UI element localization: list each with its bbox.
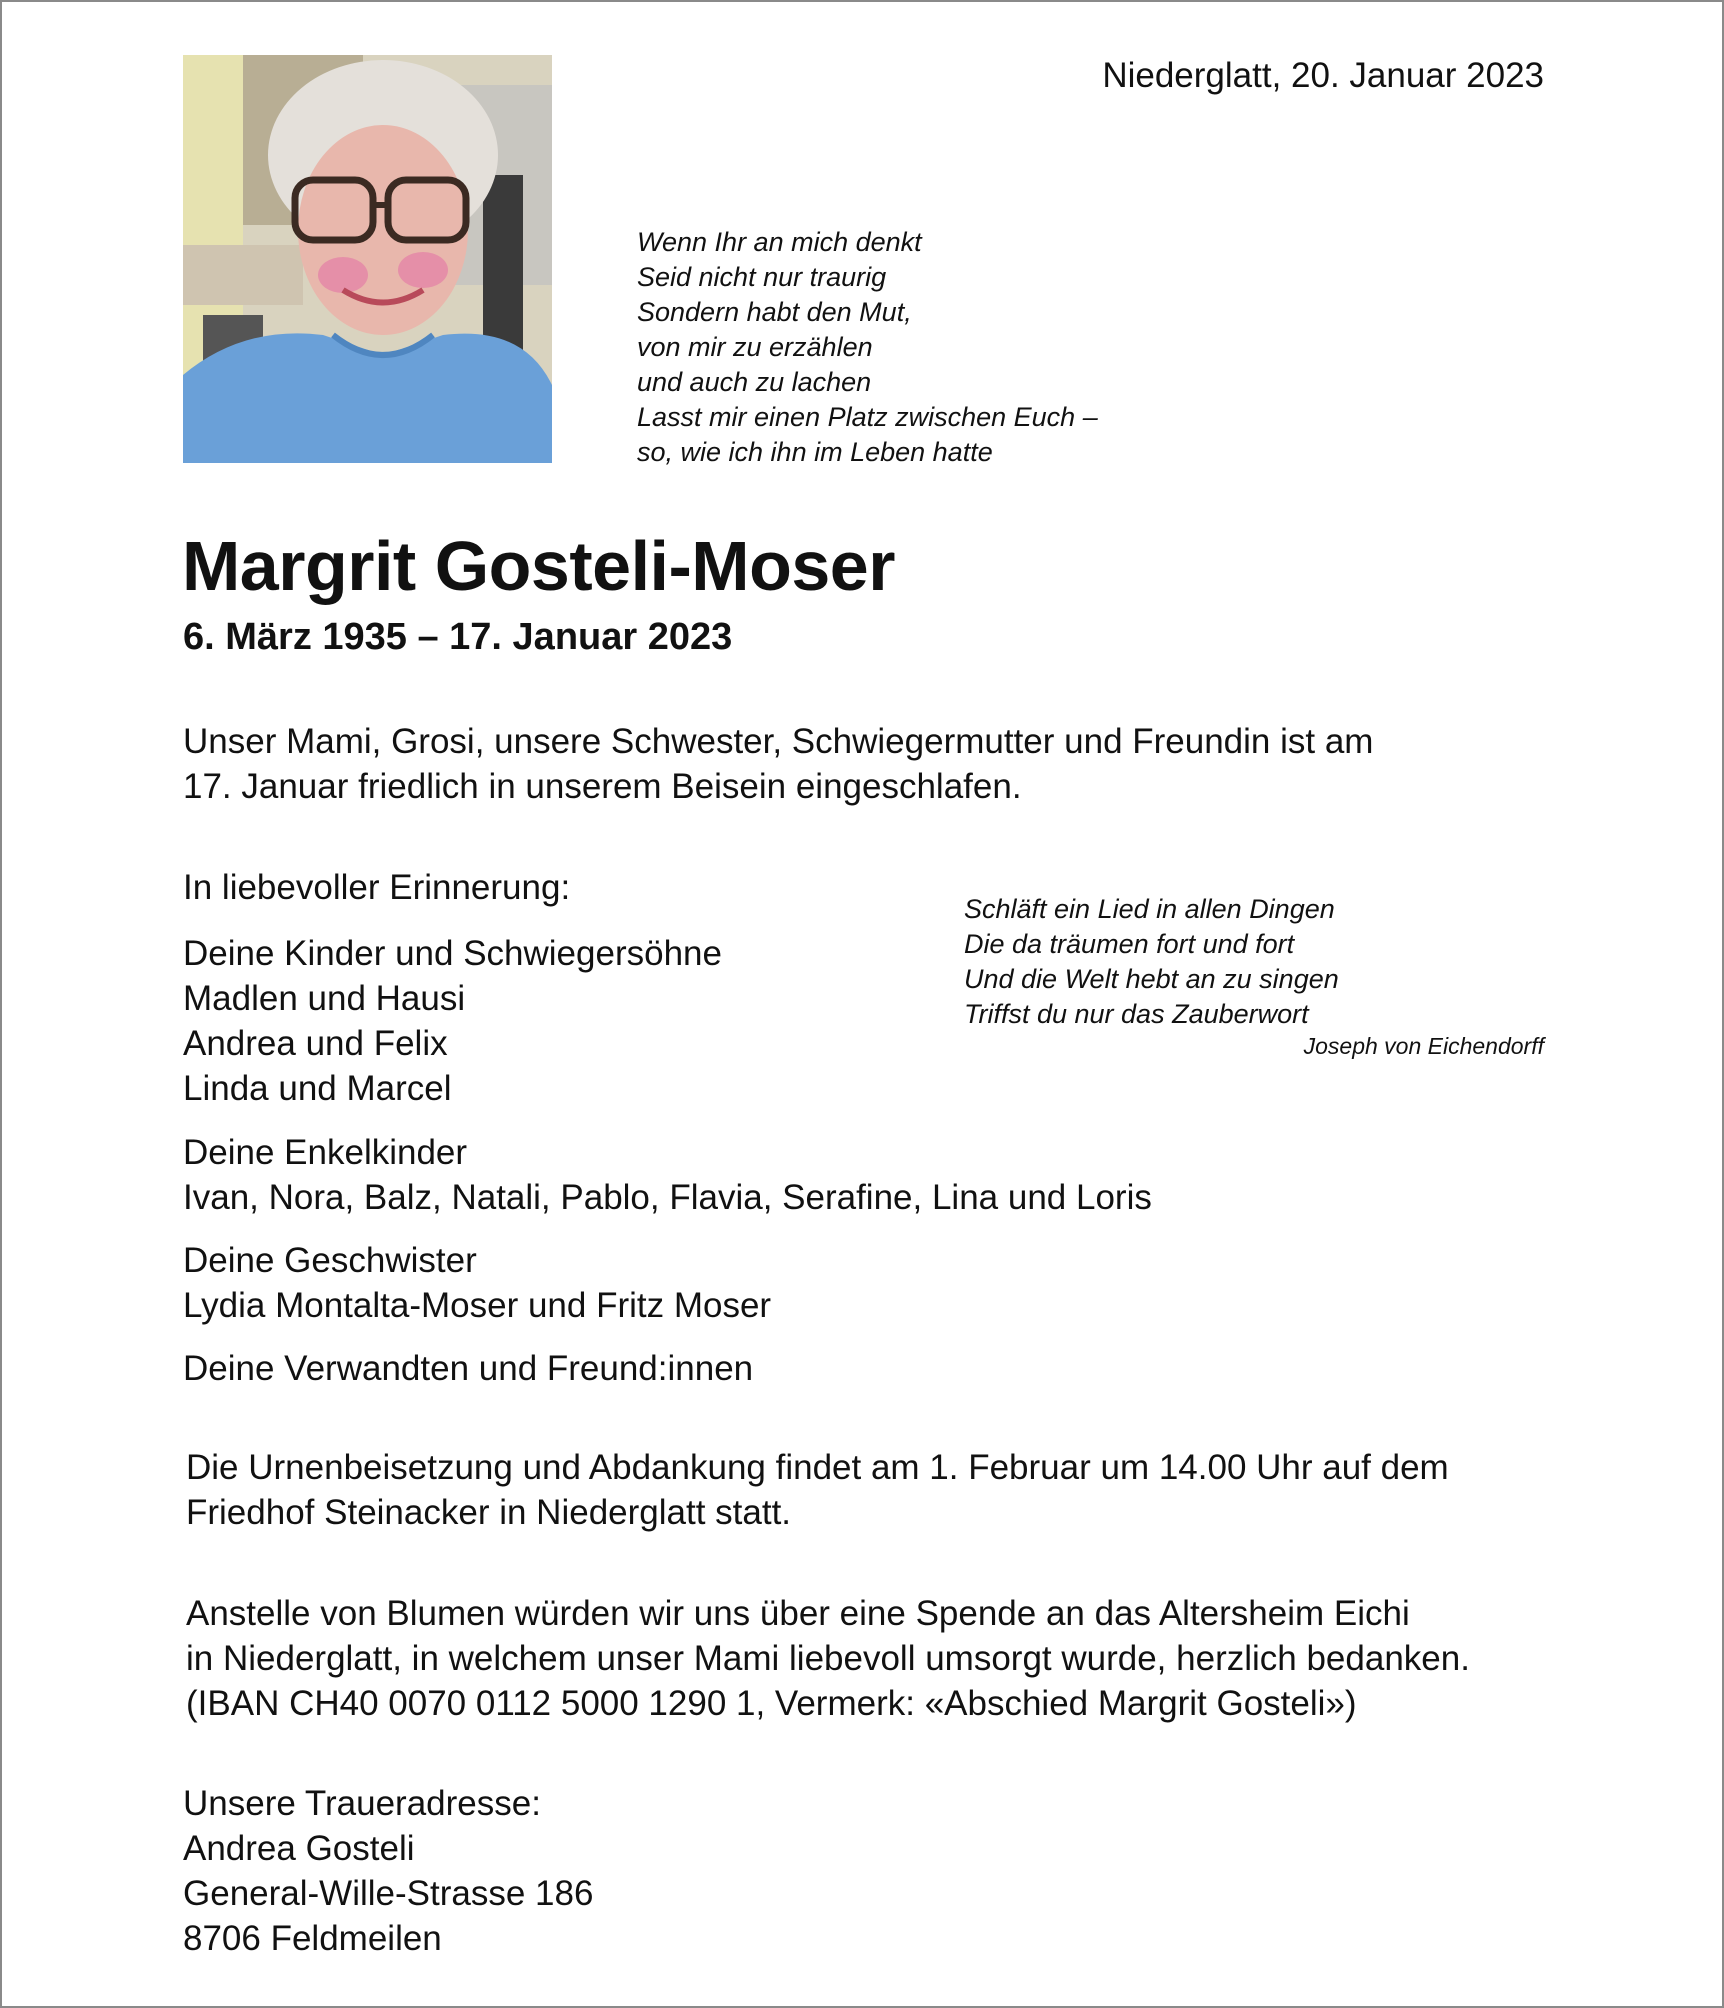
address-line: 8706 Feldmeilen — [183, 1919, 442, 1958]
poem-line: Sondern habt den Mut, — [637, 297, 912, 327]
address-line: General-Wille-Strasse 186 — [183, 1874, 594, 1913]
address-line: Andrea Gosteli — [183, 1829, 415, 1868]
poem-top — [637, 225, 1098, 470]
poem-line: Triffst du nur das Zauberwort — [964, 999, 1309, 1029]
ceremony-line: Die Urnenbeisetzung und Abdankung findet am 1. Februar um 14.00 Uhr auf dem — [186, 1448, 1449, 1487]
children-heading: Deine Kinder und Schwiegersöhne — [183, 934, 722, 973]
grandchildren-heading: Deine Enkelkinder — [183, 1133, 468, 1172]
grandchildren-names: Ivan, Nora, Balz, Natali, Pablo, Flavia, Serafine, Lina und Loris — [183, 1178, 1152, 1217]
poem-line: Wenn Ihr an mich denkt — [637, 227, 922, 257]
ceremony-text — [186, 1445, 1449, 1535]
donation-line: Anstelle von Blumen würden wir uns über eine Spende an das Altersheim Eichi — [186, 1594, 1410, 1633]
poem-line: Und die Welt hebt an zu singen — [964, 964, 1339, 994]
place-date: Niederglatt, 20. Januar 2023 — [1102, 56, 1544, 95]
children-list — [183, 931, 722, 1111]
children-line: Andrea und Felix — [183, 1024, 448, 1063]
donation-line: in Niederglatt, in welchem unser Mami liebevoll umsorgt wurde, herzlich bedanken. — [186, 1639, 1470, 1678]
poem-line: und auch zu lachen — [637, 367, 872, 397]
poem-line: Lasst mir einen Platz zwischen Euch – — [637, 402, 1098, 432]
poem-line: so, wie ich ihn im Leben hatte — [637, 437, 993, 467]
intro-text — [183, 719, 1373, 809]
poem-line: Die da träumen fort und fort — [964, 929, 1295, 959]
poem-line: von mir zu erzählen — [637, 332, 873, 362]
life-dates: 6. März 1935 – 17. Januar 2023 — [183, 616, 733, 658]
donation-text — [186, 1591, 1470, 1726]
deceased-name: Margrit Gosteli-Moser — [182, 527, 895, 605]
siblings-heading: Deine Geschwister — [183, 1241, 477, 1280]
poem-line: Seid nicht nur traurig — [637, 262, 887, 292]
memory-heading: In liebevoller Erinnerung: — [183, 868, 571, 907]
children-line: Madlen und Hausi — [183, 979, 466, 1018]
poem-line: Schläft ein Lied in allen Dingen — [964, 894, 1335, 924]
mourning-address — [183, 1781, 593, 1961]
siblings-list — [183, 1238, 771, 1328]
donation-line: (IBAN CH40 0070 0112 5000 1290 1, Vermerk: «Abschied Margrit Gosteli») — [186, 1684, 1357, 1723]
poem-author: Joseph von Eichendorff — [1303, 1033, 1544, 1059]
portrait-photo — [183, 55, 552, 463]
address-heading: Unsere Traueradresse: — [183, 1784, 541, 1823]
portrait-icon — [183, 55, 552, 463]
intro-line: 17. Januar friedlich in unserem Beisein eingeschlafen. — [183, 767, 1022, 806]
siblings-names: Lydia Montalta-Moser und Fritz Moser — [183, 1286, 772, 1325]
relatives-line: Deine Verwandten und Freund:innen — [183, 1349, 754, 1388]
intro-line: Unser Mami, Grosi, unsere Schwester, Schwiegermutter und Freundin ist am — [183, 722, 1374, 761]
children-line: Linda und Marcel — [183, 1069, 452, 1108]
ceremony-line: Friedhof Steinacker in Niederglatt statt. — [186, 1493, 792, 1532]
grandchildren-list — [183, 1130, 1152, 1220]
poem-side — [964, 892, 1339, 1032]
